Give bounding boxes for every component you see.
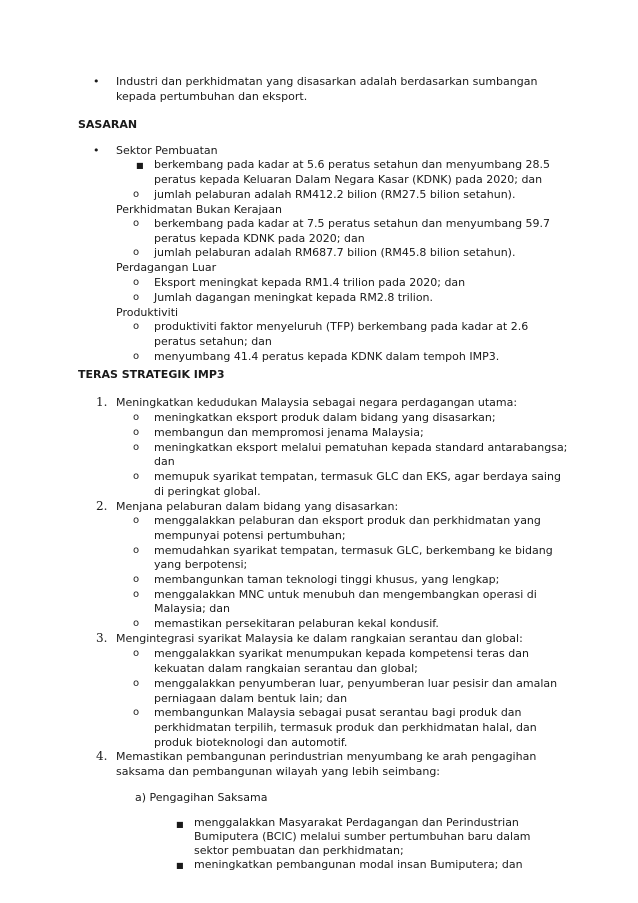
list-item: peratus setahun; dan — [154, 335, 272, 349]
list-item: Malaysia; dan — [154, 602, 230, 616]
circle-bullet: o — [133, 217, 140, 229]
circle-bullet: o — [133, 514, 140, 526]
list-number: 3. — [96, 631, 108, 646]
numbered-item: Mengintegrasi syarikat Malaysia ke dalam rangkaian serantau dan global: — [116, 632, 523, 646]
list-item: menggalakkan syarikat menumpukan kepada kompetensi teras dan — [154, 647, 529, 661]
circle-bullet: o — [133, 292, 140, 304]
list-item: berkembang pada kadar at 5.6 peratus setahun dan menyumbang 28.5 — [154, 157, 551, 171]
list-item: mempunyai potensi pertumbuhan; — [154, 529, 346, 543]
category-label: Perdagangan Luar — [116, 261, 217, 275]
circle-bullet: o — [133, 574, 140, 586]
list-item: memudahkan syarikat tempatan, termasuk GLC, berkembang ke bidang — [154, 544, 553, 558]
circle-bullet: o — [133, 188, 140, 200]
list-number: 4. — [96, 748, 108, 763]
list-item: perkhidmatan terpilih, termasuk produk dan perkhidmatan halal, dan — [154, 720, 537, 734]
numbered-item: Memastikan pembangunan perindustrian menyumbang ke arah pengagihan — [116, 749, 537, 763]
category-label: Perkhidmatan Bukan Kerajaan — [116, 202, 282, 216]
circle-bullet: o — [133, 706, 140, 718]
numbered-item: Meningkatkan kedudukan Malaysia sebagai negara perdagangan utama: — [116, 395, 518, 409]
list-item: jumlah pelaburan adalah RM412.2 bilion (RM27.5 bilion setahun). — [154, 187, 516, 201]
circle-bullet: o — [133, 426, 140, 438]
list-item: sektor pembuatan dan perkhidmatan; — [194, 843, 404, 857]
circle-bullet: o — [133, 411, 140, 423]
list-item: Bumiputera (BCIC) melalui sumber pertumbuhan baru dalam — [194, 829, 531, 843]
list-item: jumlah pelaburan adalah RM687.7 bilion (RM45.8 bilion setahun). — [154, 246, 516, 260]
intro-line: Industri dan perkhidmatan yang disasarkan adalah berdasarkan sumbangan — [116, 75, 538, 88]
list-item: kekuatan dalam rangkaian serantau dan global; — [154, 661, 418, 675]
square-bullet: ■ — [176, 819, 184, 829]
list-item: produktiviti faktor menyeluruh (TFP) berkembang pada kadar at 2.6 — [154, 320, 529, 334]
section-heading-sasaran: SASARAN — [78, 118, 138, 132]
numbered-item: saksama dan pembangunan wilayah yang lebih seimbang: — [116, 764, 441, 778]
bullet-dot: • — [93, 75, 100, 88]
category-label: Produktiviti — [116, 306, 179, 320]
list-item: menggalakkan penyumberan luar, penyumberan luar pesisir dan amalan — [154, 676, 558, 690]
list-item: memupuk syarikat tempatan, termasuk GLC dan EKS, agar berdaya saing — [154, 469, 561, 483]
list-item: di peringkat global. — [154, 484, 261, 498]
circle-bullet: o — [133, 545, 140, 557]
bullet-dot: • — [93, 143, 100, 157]
list-item: berkembang pada kadar at 7.5 peratus setahun dan menyumbang 59.7 — [154, 216, 551, 230]
list-item: menggalakkan Masyarakat Perdagangan dan Perindustrian — [194, 815, 519, 829]
list-item: menggalakkan MNC untuk menubuh dan mengembangkan operasi di — [154, 588, 537, 602]
circle-bullet: o — [133, 441, 140, 453]
section-heading-teras: TERAS STRATEGIK IMP3 — [78, 368, 225, 382]
list-item: meningkatkan eksport produk dalam bidang yang disasarkan; — [154, 410, 496, 424]
circle-bullet: o — [133, 247, 140, 259]
circle-bullet: o — [133, 648, 140, 660]
list-item: membangun dan mempromosi jenama Malaysia; — [154, 425, 424, 439]
circle-bullet: o — [133, 277, 140, 289]
circle-bullet: o — [133, 677, 140, 689]
circle-bullet: o — [133, 618, 140, 630]
list-item: produk bioteknologi dan automotif. — [154, 735, 348, 749]
list-item: meningkatkan pembangunan modal insan Bumiputera; dan — [194, 858, 523, 872]
list-item: Jumlah dagangan meningkat kepada RM2.8 trilion. — [154, 291, 434, 305]
square-bullet: ■ — [176, 860, 184, 870]
list-number: 1. — [96, 394, 108, 409]
category-label: Sektor Pembuatan — [116, 143, 218, 157]
list-item: dan — [154, 454, 175, 468]
numbered-item: Menjana pelaburan dalam bidang yang disasarkan: — [116, 499, 399, 513]
list-item: peratus kepada KDNK pada 2020; dan — [154, 231, 365, 245]
list-item: membangunkan Malaysia sebagai pusat serantau bagi produk dan — [154, 705, 522, 719]
square-bullet: ■ — [136, 160, 144, 170]
list-item: peratus kepada Keluaran Dalam Negara Kasar (KDNK) pada 2020; dan — [154, 172, 543, 186]
intro-line: kepada pertumbuhan dan eksport. — [116, 90, 308, 104]
list-item: menggalakkan pelaburan dan eksport produk dan perkhidmatan yang — [154, 513, 541, 527]
list-number: 2. — [96, 498, 108, 513]
list-item: membangunkan taman teknologi tinggi khusus, yang lengkap; — [154, 573, 500, 587]
list-item: memastikan persekitaran pelaburan kekal kondusif. — [154, 617, 439, 631]
circle-bullet: o — [133, 321, 140, 333]
circle-bullet: o — [133, 470, 140, 482]
subheading: a) Pengagihan Saksama — [135, 791, 268, 805]
list-item: Eksport meningkat kepada RM1.4 trilion pada 2020; dan — [154, 276, 466, 290]
circle-bullet: o — [133, 589, 140, 601]
list-item: yang berpotensi; — [154, 558, 248, 572]
list-item: perniagaan dalam bentuk lain; dan — [154, 691, 348, 705]
list-item: menyumbang 41.4 peratus kepada KDNK dalam tempoh IMP3. — [154, 350, 500, 364]
list-item: meningkatkan eksport melalui pematuhan kepada standard antarabangsa; — [154, 440, 568, 454]
circle-bullet: o — [133, 351, 140, 363]
